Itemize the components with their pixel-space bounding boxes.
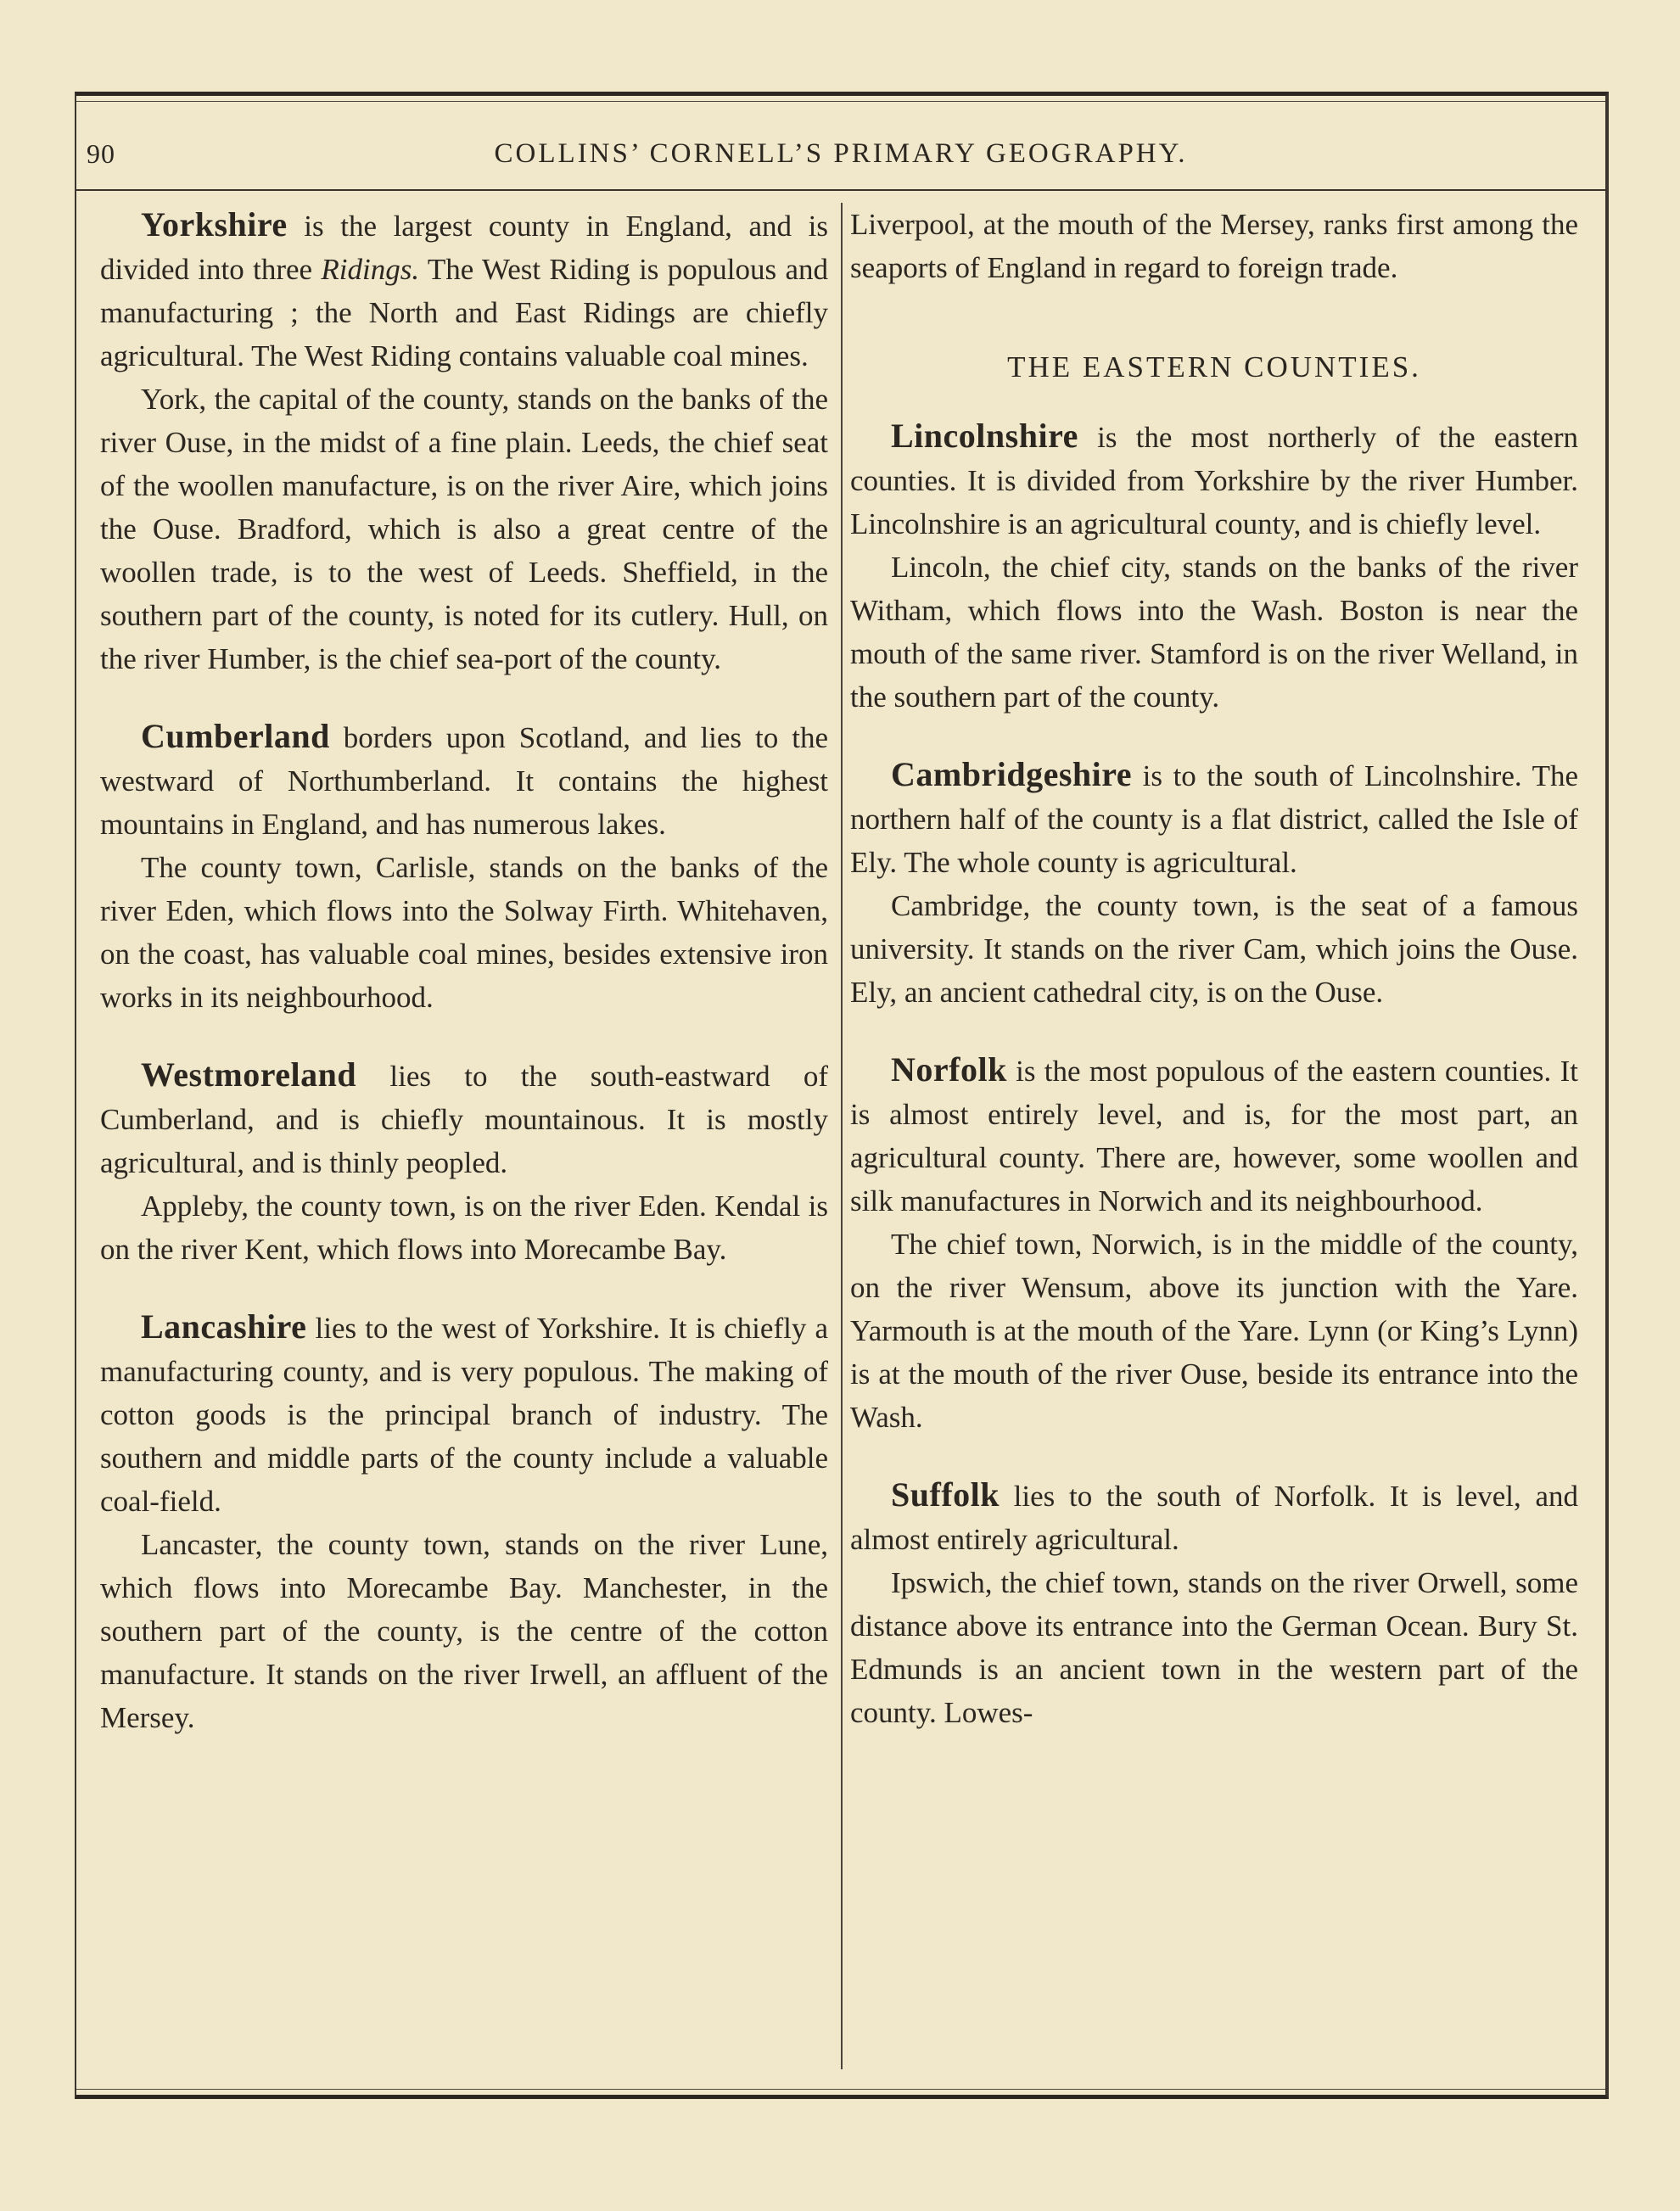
section-suffolk	[850, 1473, 1578, 1734]
paragraph: Liverpool, at the mouth of the Mersey, ranks first among the seaports of England in regard to foreign trade.	[850, 208, 1578, 284]
paragraph: The county town, Carlisle, stands on the banks of the river Eden, which flows into the Solway Firth. Whitehaven, on the coast, has valuable coal mines, besides extensive iron works in its neighbourhood.	[100, 851, 828, 1014]
section-norfolk	[850, 1048, 1578, 1439]
paragraph-text: lies to the south-eastward of Cumberland, and is chiefly mountainous. It is mostly agricultural, and is thinly peopled.	[100, 1060, 828, 1179]
paragraph	[100, 1053, 828, 1184]
running-title: COLLINS’ CORNELL’S PRIMARY GEOGRAPHY.	[494, 138, 1188, 169]
paragraph	[100, 714, 828, 846]
section-lincolnshire	[850, 414, 1578, 719]
paragraph: Cambridge, the county town, is the seat of a famous university. It stands on the river Cam, which joins the Ouse. Ely, an ancient cathedral city, is on the Ouse.	[850, 889, 1578, 1009]
column-divider	[841, 203, 843, 2069]
right-column	[850, 203, 1578, 2061]
paragraph: Lancaster, the county town, stands on the river Lune, which flows into Morecambe Bay. Manchester, in the southern part of the county, is the centre of the cotton manufacture. It stands on the river Irwell, an affluent of the Mersey.	[100, 1528, 828, 1734]
paragraph-text: The West Riding is populous and manufacturing ; the North and East Ridings are chiefly agricultural. The West Riding contains valuable coal mines.	[100, 253, 828, 372]
paragraph	[100, 1305, 828, 1523]
section-westmoreland	[100, 1053, 828, 1271]
paragraph-text: is the most northerly of the eastern counties. It is divided from Yorkshire by the river Humber. Lincolnshire is an agricultural county, and is chiefly level.	[850, 421, 1578, 540]
paragraph: York, the capital of the county, stands on the banks of the river Ouse, in the midst of a fine plain. Leeds, the chief seat of the woollen manufacture, is on the river Aire, which joins the Ouse. Bradford, which is also a great centre of the woollen trade, is to the west of Leeds. Sheffield, in the southern part of the county, is noted for its cutlery. Hull, on the river Humber, is the chief sea-port of the county.	[100, 383, 828, 675]
county-name: Norfolk	[891, 1050, 1007, 1089]
section-lancashire	[100, 1305, 828, 1739]
paragraph-text: lies to the west of Yorkshire. It is chiefly a manufacturing county, and is very populous. The making of cotton goods is the principal branch of industry. The southern and middle parts of the county include a valuable coal-field.	[100, 1312, 828, 1518]
section-liverpool-continued	[850, 203, 1578, 289]
county-name: Westmoreland	[141, 1055, 357, 1094]
county-name: Yorkshire	[141, 205, 288, 243]
paragraph	[850, 1048, 1578, 1223]
paragraph-text: borders upon Scotland, and lies to the westward of Northumberland. It contains the highest mountains in England, and has numerous lakes.	[100, 721, 828, 841]
book-page	[75, 92, 1609, 2099]
county-name: Cambridgeshire	[891, 755, 1133, 793]
paragraph	[850, 1473, 1578, 1561]
paragraph-text: is to the south of Lincolnshire. The northern half of the county is a flat district, called the Isle of Ely. The whole county is agricultural.	[850, 759, 1578, 879]
paragraph: Appleby, the county town, is on the river Eden. Kendal is on the river Kent, which flows into Morecambe Bay.	[100, 1189, 828, 1266]
paragraph-text: is the most populous of the eastern counties. It is almost entirely level, and is, for the most part, an agricultural county. There are, however, some woollen and silk manufactures in Norwich and its neighbourhood.	[850, 1055, 1578, 1217]
section-cumberland	[100, 714, 828, 1019]
county-name: Lancashire	[141, 1307, 307, 1346]
page-number: 90	[87, 138, 115, 169]
paragraph-text: lies to the south of Norfolk. It is level, and almost entirely agricultural.	[850, 1480, 1578, 1556]
county-name: Lincolnshire	[891, 417, 1078, 455]
section-cambridgeshire	[850, 753, 1578, 1014]
paragraph-text: is the largest county in England, and is divided into three	[100, 210, 828, 286]
paragraph	[850, 753, 1578, 884]
paragraph	[850, 414, 1578, 546]
county-name: Cumberland	[141, 717, 330, 755]
paragraph: The chief town, Norwich, is in the middle of the county, on the river Wensum, above its junction with the Yare. Yarmouth is at the mouth of the Yare. Lynn (or King’s Lynn) is at the mouth of the river Ouse, beside its entrance into the Wash.	[850, 1228, 1578, 1434]
section-yorkshire	[100, 203, 828, 680]
section-heading: THE EASTERN COUNTIES.	[1007, 350, 1421, 383]
left-column	[100, 203, 828, 2061]
italic-term: Ridings.	[321, 253, 420, 286]
paragraph: Ipswich, the chief town, stands on the river Orwell, some distance above its entrance into the German Ocean. Bury St. Edmunds is an ancient town in the western part of the county. Lowes-	[850, 1566, 1578, 1729]
page-header	[76, 130, 1605, 191]
paragraph	[100, 203, 828, 378]
county-name: Suffolk	[891, 1475, 1000, 1514]
paragraph: Lincoln, the chief city, stands on the banks of the river Witham, which flows into the Wash. Boston is near the mouth of the same river. Stamford is on the river Welland, in the southern part of the county.	[850, 551, 1578, 714]
